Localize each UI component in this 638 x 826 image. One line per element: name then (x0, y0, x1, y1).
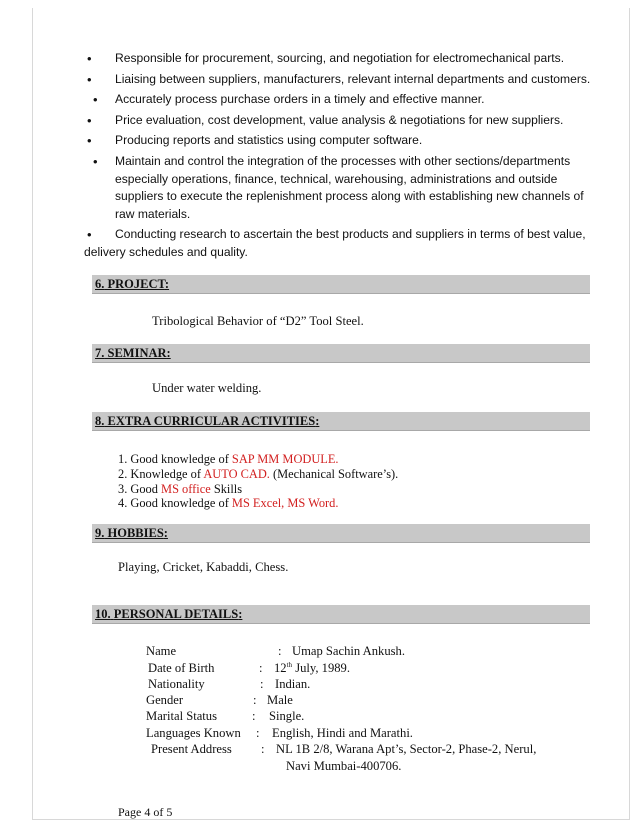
list-item: • Liaising between suppliers, manufacturers, relevant internal departments and customers. (84, 71, 594, 89)
list-item: 1. Good knowledge of SAP MM MODULE. (118, 452, 339, 466)
list-item: • Maintain and control the integration of the processes with other sections/departments especially operations, finance, technical, warehousing, administrations and outside suppliers to execute the replenishment process along with establishing new channels of raw materials. (84, 153, 594, 223)
section-title: 7. SEMINAR: (95, 346, 171, 360)
section-title: 8. EXTRA CURRICULAR ACTIVITIES: (95, 414, 320, 428)
detail-value: Navi Mumbai-400706. (286, 759, 402, 773)
detail-value: 12th July, 1989. (274, 661, 351, 676)
detail-value: Male (267, 693, 293, 707)
detail-separator: : (259, 661, 263, 675)
detail-separator: : (253, 693, 257, 707)
detail-separator: : (261, 742, 265, 756)
detail-value: NL 1B 2/8, Warana Apt’s, Sector-2, Phase-2, Nerul, (276, 742, 537, 756)
hobbies-text: Playing, Cricket, Kabaddi, Chess. (118, 560, 289, 574)
detail-label: Nationality (148, 677, 205, 691)
section-activities-header (92, 412, 590, 431)
list-item: • Conducting research to ascertain the best products and suppliers in terms of best value, delivery schedules and quality. (84, 226, 594, 261)
list-item: 3. Good MS office Skills (118, 481, 243, 496)
detail-label: Name (146, 644, 177, 658)
section-project-header (92, 275, 590, 294)
detail-label: Marital Status (146, 709, 218, 723)
activities-list (118, 452, 398, 511)
section-title: 9. HOBBIES: (95, 526, 168, 540)
list-item: 2. Knowledge of AUTO CAD. (Mechanical Software’s). (118, 466, 399, 481)
section-personal-header (92, 605, 590, 624)
section-hobbies-header (92, 524, 590, 543)
detail-separator: : (256, 726, 260, 740)
list-item: • Price evaluation, cost development, value analysis & negotiations for new suppliers. (84, 112, 594, 130)
detail-label: Present Address (151, 742, 232, 756)
list-item: • Accurately process purchase orders in a timely and effective manner. (84, 91, 594, 109)
detail-label: Gender (146, 693, 184, 707)
section-seminar-header (92, 344, 590, 363)
responsibilities-list (84, 50, 594, 265)
list-item: 4. Good knowledge of MS Excel, MS Word. (118, 496, 339, 511)
detail-label: Date of Birth (148, 661, 215, 675)
detail-value: Umap Sachin Ankush. (292, 644, 405, 658)
detail-separator: : (260, 677, 264, 691)
detail-label: Languages Known (146, 726, 241, 740)
list-item: • Responsible for procurement, sourcing, and negotiation for electromechanical parts. (84, 50, 594, 68)
section-title: 10. PERSONAL DETAILS: (95, 607, 243, 621)
detail-separator: : (252, 709, 256, 723)
section-title: 6. PROJECT: (95, 277, 170, 291)
detail-value: English, Hindi and Marathi. (272, 726, 413, 740)
detail-value: Indian. (275, 677, 311, 691)
page-footer: Page 4 of 5 (118, 805, 173, 819)
detail-separator: : (278, 644, 282, 658)
project-text: Tribological Behavior of “D2” Tool Steel. (152, 314, 364, 328)
seminar-text: Under water welding. (152, 381, 262, 395)
detail-value: Single. (269, 709, 305, 723)
list-item: • Producing reports and statistics using computer software. (84, 132, 594, 150)
